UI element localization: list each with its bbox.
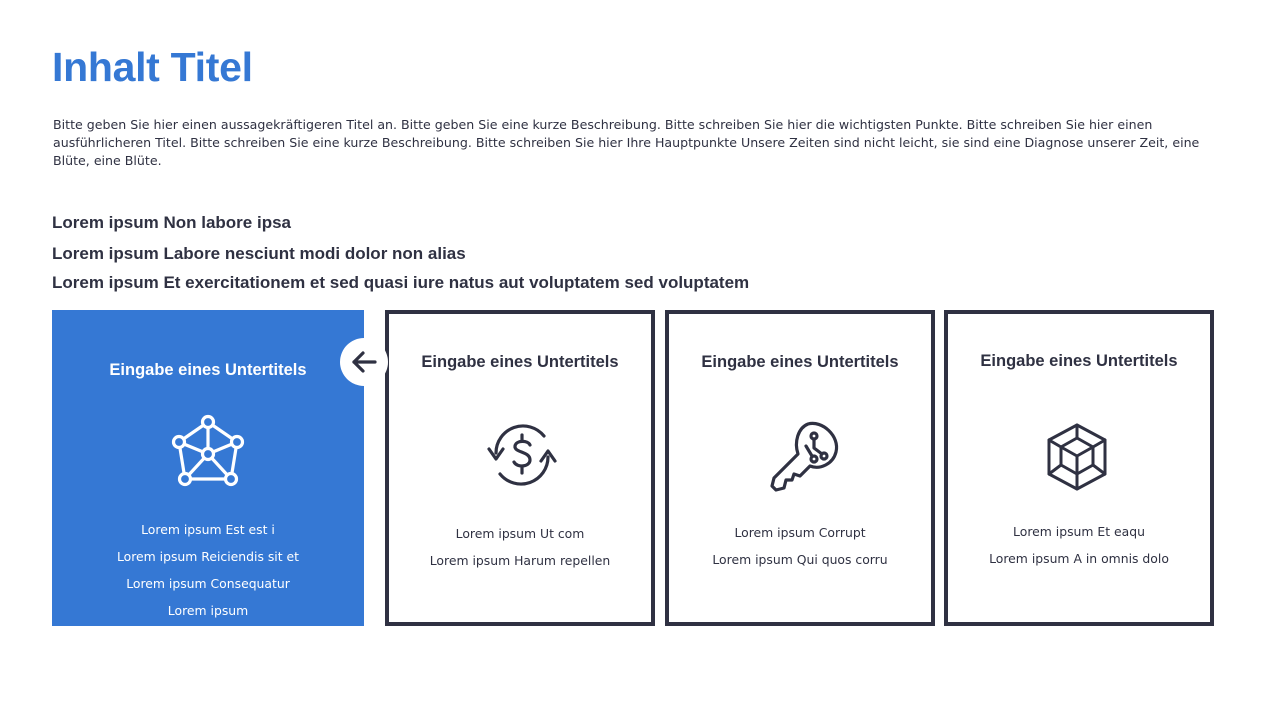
page-description: Bitte geben Sie hier einen aussagekräftigeren Titel an. Bitte geben Sie eine kurze Beschreibung. Bitte schreiben Sie hier die wichtigsten Punkte. Bitte schreiben Sie hier einen ausführlicheren Titel. Bitte schreiben Sie eine kurze Beschreibung. Bitte schreiben Sie hier Ihre Hauptpunkte Unsere Zeiten sind nicht leicht, sie sind eine Diagnose unserer Zeit, eine Blüte, eine Blüte. bbox=[53, 117, 1200, 168]
card-1-lines bbox=[52, 516, 364, 624]
card-1[interactable] bbox=[52, 310, 364, 626]
card-1-line: Lorem ipsum bbox=[167, 603, 249, 618]
dollar-refresh-icon bbox=[484, 419, 560, 491]
card-2-line: Lorem ipsum Ut com bbox=[455, 526, 585, 541]
card-3-line: Lorem ipsum Qui quos corru bbox=[712, 552, 888, 567]
digital-key-icon bbox=[766, 416, 842, 494]
card-4[interactable] bbox=[944, 310, 1214, 626]
arrow-left-icon bbox=[344, 342, 384, 382]
card-4-title: Eingabe eines Untertitels bbox=[980, 352, 1178, 370]
card-3[interactable] bbox=[665, 310, 935, 626]
card-1-line: Lorem ipsum Est est i bbox=[141, 522, 275, 537]
card-2[interactable] bbox=[385, 310, 655, 626]
card-2-title: Eingabe eines Untertitels bbox=[421, 353, 619, 371]
card-1-line: Lorem ipsum Consequatur bbox=[126, 576, 290, 591]
card-3-lines bbox=[669, 519, 931, 573]
point-3: Lorem ipsum Et exercitationem et sed quasi iure natus aut voluptatem sed voluptatem bbox=[52, 273, 750, 292]
card-4-line: Lorem ipsum A in omnis dolo bbox=[989, 551, 1169, 566]
point-1: Lorem ipsum Non labore ipsa bbox=[52, 213, 291, 232]
previous-button[interactable] bbox=[340, 338, 388, 386]
card-1-title: Eingabe eines Untertitels bbox=[109, 361, 307, 379]
point-2: Lorem ipsum Labore nesciunt modi dolor non alias bbox=[52, 244, 466, 263]
card-2-lines bbox=[389, 520, 651, 574]
card-1-line: Lorem ipsum Reiciendis sit et bbox=[116, 549, 300, 564]
network-icon bbox=[170, 412, 246, 488]
card-3-title: Eingabe eines Untertitels bbox=[701, 353, 899, 371]
card-3-line: Lorem ipsum Corrupt bbox=[734, 525, 866, 540]
cube-icon bbox=[1045, 422, 1109, 492]
card-4-lines bbox=[948, 518, 1210, 572]
card-4-line: Lorem ipsum Et eaqu bbox=[1013, 524, 1145, 539]
page-title: Inhalt Titel bbox=[52, 44, 253, 90]
card-2-line: Lorem ipsum Harum repellen bbox=[429, 553, 611, 568]
